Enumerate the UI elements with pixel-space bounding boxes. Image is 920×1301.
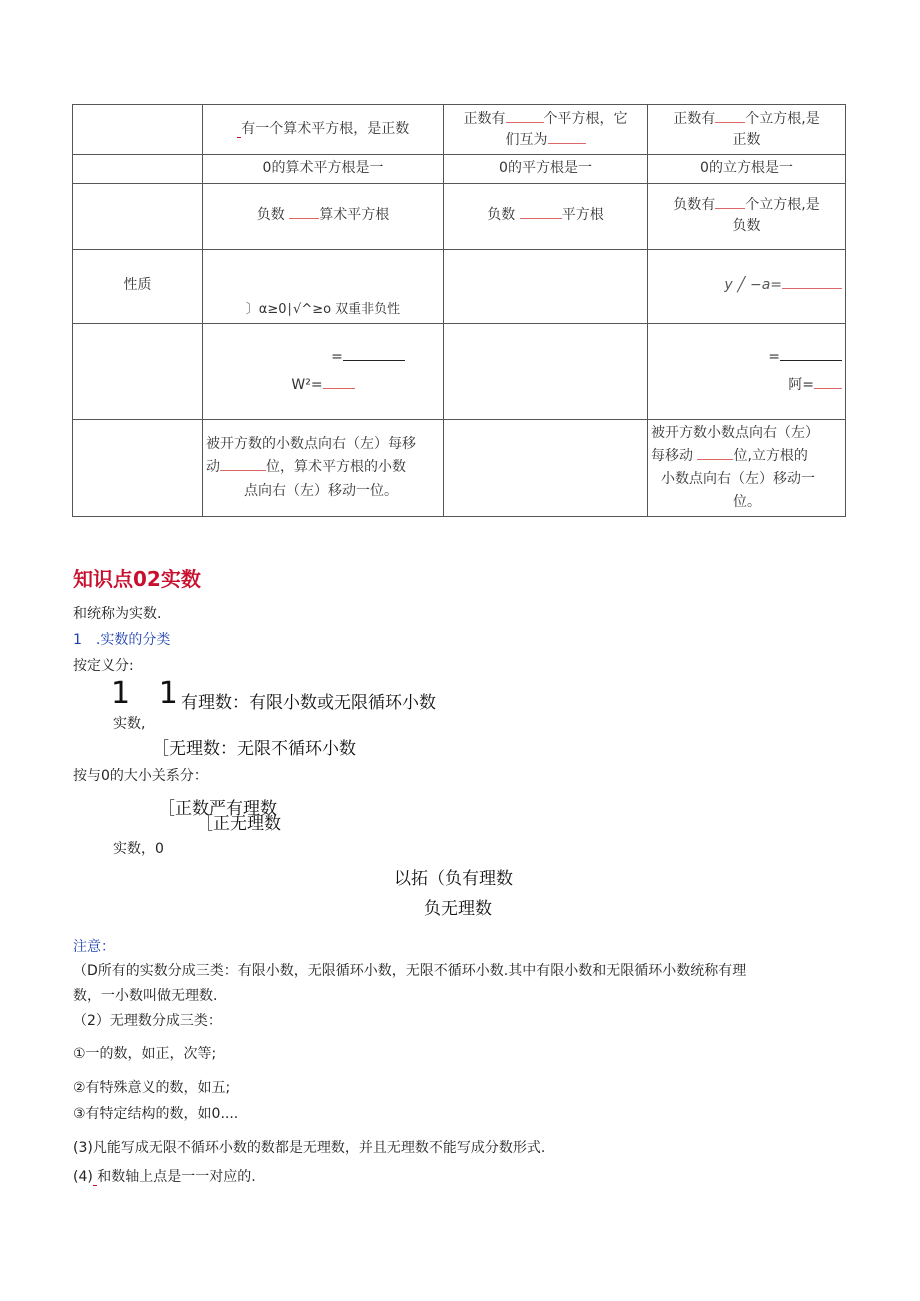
note-2: （2）无理数分成三类： xyxy=(73,1013,222,1029)
section-heading: 知识点02实数 xyxy=(73,567,201,591)
note-1a: （D所有的实数分成三类：有限小数，无限循环小数，无限不循环小数.其中有限小数和无限循环小数统称有理 xyxy=(73,963,747,979)
table-cell: = 阿= xyxy=(648,323,846,419)
table-cell: 被开方数小数点向右（左） 每移动 位,立方根的 小数点向右（左）移动一 位。 xyxy=(648,419,846,516)
table-cell xyxy=(73,183,203,249)
note-2a: ①一的数，如正，次等; xyxy=(73,1046,217,1062)
real-label: 实数, xyxy=(113,716,146,732)
table-cell: 0的立方根是一 xyxy=(648,155,846,184)
by-zero-label: 按与0的大小关系分： xyxy=(73,768,208,784)
table-cell: 有一个算术平方根，是正数 xyxy=(203,105,444,155)
table-cell xyxy=(73,419,203,516)
table-row xyxy=(73,323,846,419)
table-cell: 正数有 个立方根,是 正数 xyxy=(648,105,846,155)
table-cell xyxy=(73,249,203,323)
table-cell xyxy=(73,105,203,155)
properties-table xyxy=(72,104,846,517)
subheading-classification: 1 .实数的分类 xyxy=(73,632,171,648)
table-cell: = W²= xyxy=(203,323,444,419)
brace-glyphs: 1 1 xyxy=(111,676,178,711)
table-row xyxy=(73,183,846,249)
note-2c: ③有特定结构的数，如0.... xyxy=(73,1106,239,1122)
table-cell xyxy=(73,323,203,419)
table-row xyxy=(73,419,846,516)
note-1b: 数，一小数叫做无理数. xyxy=(73,988,218,1004)
row-label-properties: 性质 xyxy=(123,277,152,294)
table-cell xyxy=(73,155,203,184)
table-cell: 负数 算术平方根 xyxy=(203,183,444,249)
irrational-definition: ［无理数：无限不循环小数 xyxy=(152,739,356,759)
table-cell xyxy=(444,323,648,419)
table-cell: 负数有 个立方根,是 负数 xyxy=(648,183,846,249)
notes-title: 注意： xyxy=(73,939,115,955)
intro-text: 和统称为实数. xyxy=(73,606,162,622)
rational-definition: 有理数：有限小数或无限循环小数 xyxy=(181,693,436,713)
table-row xyxy=(73,105,846,155)
negative-rational: 以拓（负有理数 xyxy=(394,869,513,889)
note-3: (3)凡能写成无限不循环小数的数都是无理数，并且无理数不能写成分数形式. xyxy=(73,1140,546,1156)
table-cell: 正数有 个平方根，它 们互为 xyxy=(444,105,648,155)
positive-rational: ［正数严有理数 xyxy=(158,799,277,819)
real-zero-label: 实数，0 xyxy=(113,841,164,857)
table-cell: 负数 平方根 xyxy=(444,183,648,249)
table-cell: 〕α≥0∣√^≥o 双重非负性 xyxy=(203,249,444,323)
table-row xyxy=(73,155,846,184)
table-row xyxy=(73,249,846,323)
table-cell: 被开方数的小数点向右（左）每移 动 位，算术平方根的小数 点向右（左）移动一位。 xyxy=(203,419,444,516)
table-cell: 0的平方根是一 xyxy=(444,155,648,184)
table-cell xyxy=(444,419,648,516)
table-cell: 0的算术平方根是一 xyxy=(203,155,444,184)
positive-irrational: ［正无理数 xyxy=(196,814,281,834)
note-4-text: 和数轴上点是一一对应的. xyxy=(97,1169,256,1185)
note-2b: ②有特殊意义的数，如五; xyxy=(73,1080,231,1096)
negative-irrational: 负无理数 xyxy=(424,899,492,919)
note-4-number: (4) xyxy=(73,1169,93,1185)
table-cell: y ╱ −a= xyxy=(648,249,846,323)
note-4 xyxy=(73,1166,256,1186)
table-cell xyxy=(444,249,648,323)
by-definition-label: 按定义分: xyxy=(73,658,134,674)
